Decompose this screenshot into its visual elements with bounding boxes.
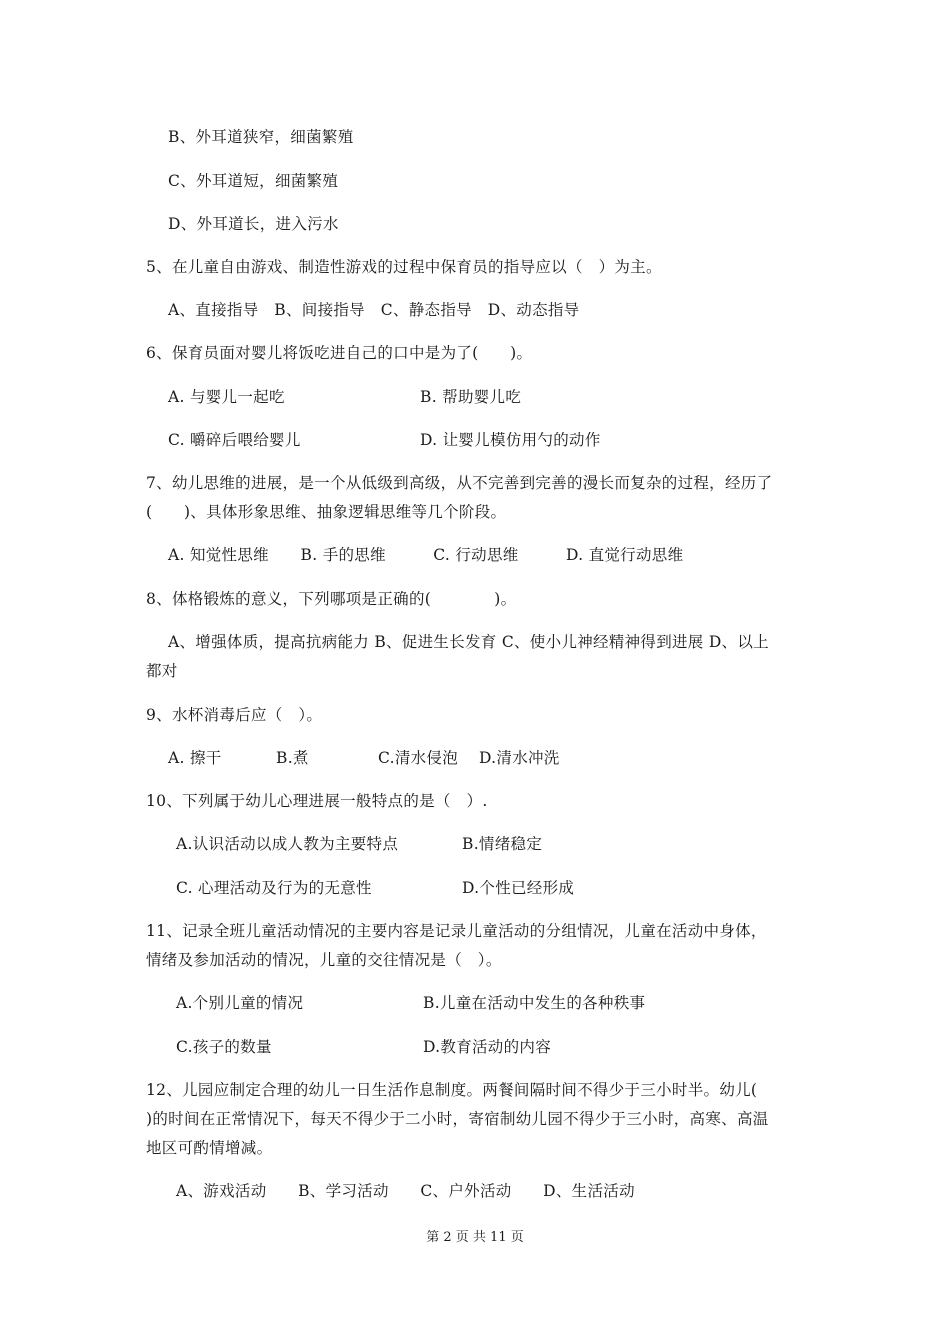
question-9: 9、水杯消毒后应（ ）。	[146, 706, 323, 724]
option-11c: C.孩子的数量	[176, 1038, 272, 1056]
option-9d: D.清水冲洗	[479, 749, 560, 767]
question-7-line-2: ( )、具体形象思维、抽象逻辑思维等几个阶段。	[146, 503, 507, 521]
option-10a: A.认识活动以成人教为主要特点	[176, 835, 399, 853]
options-5: A、直接指导 B、间接指导 C、静态指导 D、动态指导	[168, 301, 580, 319]
options-7: A. 知觉性思维 B. 手的思维 C. 行动思维 D. 直觉行动思维	[168, 546, 684, 564]
question-8: 8、体格锻炼的意义，下列哪项是正确的( )。	[146, 590, 517, 608]
option-4c: C、外耳道短，细菌繁殖	[168, 172, 339, 190]
option-6c: C. 嚼碎后喂给婴儿	[168, 431, 301, 449]
options-8-line-1: A、增强体质，提高抗病能力 B、促进生长发育 C、使小儿神经精神得到进展 D、以上	[168, 633, 769, 651]
question-6: 6、保育员面对婴儿将饭吃进自己的口中是为了( )。	[146, 344, 533, 362]
option-11d: D.教育活动的内容	[423, 1038, 552, 1056]
question-11-line-2: 情绪及参加活动的情况，儿童的交往情况是（ ）。	[146, 951, 502, 969]
option-10b: B.情绪稳定	[462, 835, 543, 853]
question-12-line-3: 地区可酌情增减。	[146, 1139, 273, 1157]
question-12-line-1: 12、儿园应制定合理的幼儿一日生活作息制度。两餐间隔时间不得少于三小时半。幼儿(	[146, 1081, 758, 1099]
option-6a: A. 与婴儿一起吃	[168, 388, 285, 406]
option-11a: A.个别儿童的情况	[176, 994, 304, 1012]
option-9c: C.清水侵泡	[378, 749, 459, 767]
option-9a: A. 擦干	[168, 749, 222, 767]
option-4b: B、外耳道狭窄，细菌繁殖	[168, 128, 354, 146]
option-11b: B.儿童在活动中发生的各种秩事	[423, 994, 646, 1012]
question-12-line-2: )的时间在正常情况下，每天不得少于二小时，寄宿制幼儿园不得少于三小时，高寒、高温	[146, 1110, 769, 1128]
option-4d: D、外耳道长，进入污水	[168, 215, 339, 233]
page-footer: 第 2 页 共 11 页	[426, 1230, 524, 1245]
question-7-line-1: 7、幼儿思维的进展，是一个从低级到高级，从不完善到完善的漫长而复杂的过程，经历了	[146, 474, 773, 492]
option-6d: D. 让婴儿模仿用勺的动作	[420, 431, 601, 449]
question-11-line-1: 11、记录全班儿童活动情况的主要内容是记录儿童活动的分组情况，儿童在活动中身体，	[146, 922, 767, 940]
question-5: 5、在儿童自由游戏、制造性游戏的过程中保育员的指导应以（ ）为主。	[146, 258, 662, 276]
option-10d: D.个性已经形成	[462, 879, 575, 897]
option-6b: B. 帮助婴儿吃	[420, 388, 522, 406]
option-9b: B.煮	[276, 749, 309, 767]
options-12: A、游戏活动 B、学习活动 C、户外活动 D、生活活动	[176, 1182, 635, 1200]
options-8-line-2: 都对	[146, 662, 178, 680]
option-10c: C. 心理活动及行为的无意性	[176, 879, 372, 897]
question-10: 10、下列属于幼儿心理进展一般特点的是（ ）.	[146, 792, 488, 810]
